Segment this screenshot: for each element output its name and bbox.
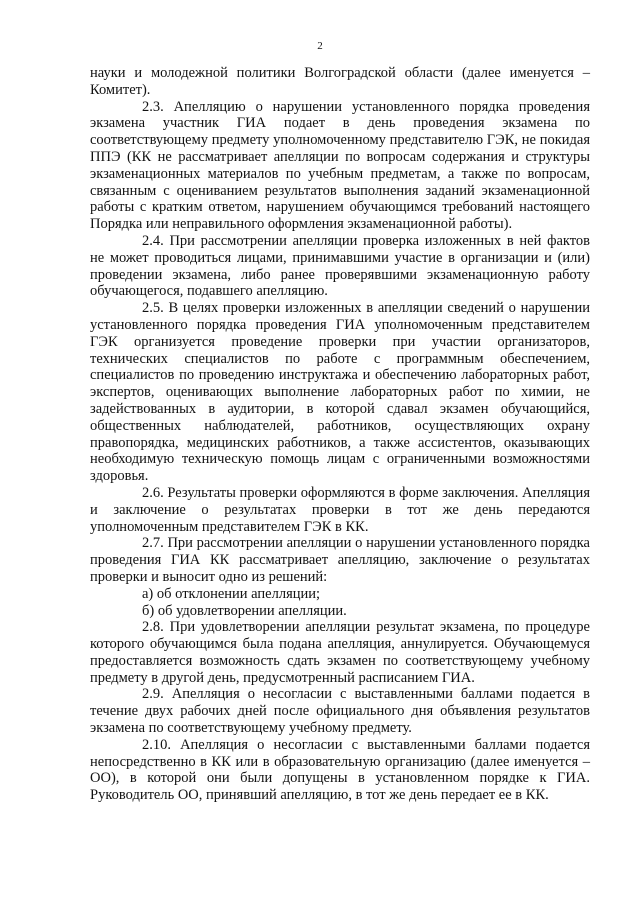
page-number: 2	[317, 40, 323, 52]
paragraph-2-9: 2.9. Апелляция о несогласии с выставленными баллами подается в течение двух рабочих дней после официального дня объявления результатов экзамена по соответствующему учебному предмету.	[90, 686, 590, 737]
paragraph-continuation: науки и молодежной политики Волгоградской области (далее именуется – Комитет).	[90, 65, 590, 98]
paragraph-2-3: 2.3. Апелляцию о нарушении установленного порядка проведения экзамена участник ГИА подает в день проведения экзамена по соответствующему предмету уполномоченному представителю ГЭК, не покидая ППЭ (КК не рассматривает апелляции по вопросам содержания и структуры экзаменационных материалов по учебным предметам, а также по вопросам, связанным с оцениванием результатов выполнения заданий экзаменационной работы с кратким ответом, нарушением обучающимся требований настоящего Порядка или неправильного оформления экзаменационной работы).	[90, 98, 590, 233]
list-item-a: а) об отклонении апелляции;	[142, 585, 321, 602]
paragraph-2-10: 2.10. Апелляция о несогласии с выставленными баллами подается непосредственно в КК или в образовательную организацию (далее именуется – ОО), в которой они были допущены в установленном порядке к ГИА. Руководитель ОО, принявший апелляцию, в тот же день передает ее в КК.	[90, 736, 590, 804]
paragraph-2-5: 2.5. В целях проверки изложенных в апелляции сведений о нарушении установленного порядка проведения ГИА уполномоченным представителем ГЭК организуется проведение проверки при участии организаторов, технических специалистов по работе с программным обеспечением, специалистов по проведению инструктажа и обеспечению лабораторных работ, экспертов, оценивающих выполнение лабораторных работ по химии, не задействованных в аудитории, в которой сдавал экзамен обучающийся, общественных наблюдателей, работников, осуществляющих охрану правопорядка, медицинских работников, а также ассистентов, оказывающих необходимую техническую помощь лицам с ограниченными возможностями здоровья.	[90, 300, 590, 485]
list-item-b: б) об удовлетворении апелляции.	[142, 602, 347, 619]
paragraph-2-8: 2.8. При удовлетворении апелляции результат экзамена, по процедуре которого обучающимся была подана апелляция, аннулируется. Обучающемуся предоставляется возможность сдать экзамен по соответствующему учебному предмету в другой день, предусмотренный расписанием ГИА.	[90, 619, 590, 686]
document-body	[90, 65, 590, 804]
paragraph-2-6: 2.6. Результаты проверки оформляются в форме заключения. Апелляция и заключение о результатах проверки в тот же день передаются уполномоченным представителем ГЭК в КК.	[90, 484, 590, 535]
paragraph-2-4: 2.4. При рассмотрении апелляции проверка изложенных в ней фактов не может проводиться лицами, принимавшими участие в организации и (или) проведении экзамена, либо ранее проверявшими экзаменационную работу обучающегося, подавшего апелляцию.	[90, 232, 590, 300]
paragraph-2-7: 2.7. При рассмотрении апелляции о нарушении установленного порядка проведения ГИА КК рассматривает апелляцию, заключение о результатах проверки и выносит одно из решений:	[90, 535, 590, 585]
